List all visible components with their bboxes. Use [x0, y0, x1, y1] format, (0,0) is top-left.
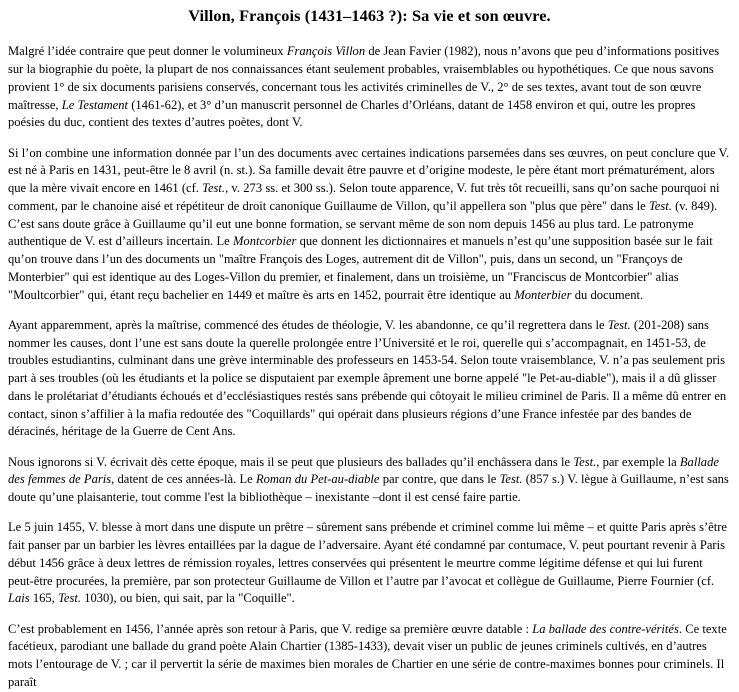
- text-run: . Ce texte facétieux, parodiant une ballade du grand poète Alain Chartier (1385-1433), devait viser un public de jeunes criminels cultivés, en d’autres mots l’entourage de V. ; car il pervertit la série de maximes bien morales de Chartier en une série de contre-maximes bonnes pour criminels. Il paraît: [8, 621, 727, 689]
- italic-run: Test.: [648, 198, 672, 213]
- text-run: 1030), ou bien, qui sait, par la "Coquille".: [80, 591, 295, 606]
- text-run: Ayant apparemment, après la maîtrise, commencé des études de théologie, V. les abandonne, ce qu’il regrettera dans le: [8, 317, 608, 332]
- italic-run: Test.: [573, 454, 597, 469]
- document-page: [0, 6, 739, 689]
- paragraph: [8, 519, 731, 608]
- text-run: C’est probablement en 1456, l’année après son retour à Paris, que V. redige sa première œuvre datable :: [8, 621, 533, 636]
- italic-run: François Villon: [286, 44, 366, 59]
- paragraph: [8, 43, 731, 132]
- text-run: (857 s.) V. lègue à Guillaume, n’est sans doute qu’une plaisanterie, tout comme l'est la bibliothèque – inexistante –dont il est censé faire partie.: [8, 472, 729, 505]
- italic-run: Test.: [202, 181, 226, 196]
- text-run: , par exemple la: [596, 454, 680, 469]
- paragraph: [8, 145, 731, 305]
- italic-run: Ballade des femmes de Paris: [8, 454, 719, 487]
- italic-run: Lais: [8, 591, 30, 606]
- italic-run: La ballade des contre-vérités: [532, 621, 679, 636]
- text-run: Nous ignorons si V. écrivait dès cette époque, mais il se peut que plusieurs des ballades qu’il enchâssera dans le: [8, 454, 574, 469]
- document-body: [8, 43, 731, 691]
- italic-run: Test.: [499, 472, 523, 487]
- italic-run: Monterbier: [514, 287, 572, 302]
- paragraph: [8, 317, 731, 441]
- text-run: , v. 273 ss. et 300 ss.). Selon toute apparence, V. fut très tôt recueilli, sans qu’on sache pourquoi ni comment, par le chanoine aisé et répétiteur de droit canonique Guillaume de Villon, qu’il appellera son "plus que père" dans le: [8, 181, 720, 213]
- italic-run: Test.: [607, 317, 631, 332]
- text-run: (201-208) sans nommer les causes, dont l’une est sans doute la querelle prolongée entre l’Université et le roi, querelle qui s’accompagnait, en 1451-53, de troubles estudiantins, culminant dans une grève interminable des professeurs en 1453-54. Selon toute vraisemblance, V. n’a pas seulement pris part à ses troubles (où les étudiants et la police se disputaient par exemple âprement une borne appelé "le Pet-au-diable"), mais il a dû glisser dans le prolétariat d’étudiants échoués et d’ecclésiastiques restés sans prébende qui côtoyait le milieu criminel de Paris. Il a même dû entrer en contact, sinon s’affilier à la mafia redoutée des "Coquillards" qui opérait dans plusieurs régions d’une France infestée par des bandes de déracinés, héritage de la Guerre de Cent Ans.: [8, 317, 727, 439]
- text-run: 165,: [29, 591, 59, 606]
- italic-run: Montcorbier: [232, 234, 297, 249]
- paragraph: [8, 621, 731, 692]
- page-title: Villon, François (1431–1463 ?): Sa vie et son œuvre.: [188, 6, 551, 25]
- text-run: du document.: [571, 287, 644, 302]
- italic-run: Roman du Pet-au-diable: [255, 472, 380, 487]
- text-run: , datent de ces années-là. Le: [111, 472, 256, 487]
- text-run: Malgré l’idée contraire que peut donner le volumineux: [8, 44, 287, 59]
- paragraph: [8, 454, 731, 507]
- text-run: (1461-62), et 3° d’un manuscrit personnel de Charles d’Orléans, datant de 1458 environ et qui, outre les propres poésies du duc, contient des textes d’autres poètes, dont V.: [8, 97, 696, 130]
- italic-run: Le Testament: [61, 97, 128, 112]
- text-run: Le 5 juin 1455, V. blesse à mort dans une dispute un prêtre – sûrement sans prébende et criminel comme lui même – et quitte Paris après s’être fait panser par un barbier les lèvres entaillées par la dague de l’adversaire. Ayant été condamné par contumace, V. peut pourtant revenir à Paris début 1456 grâce à deux lettres de rémission royales, lettres conservées qui présentent le meurtre comme légitime défense et qui lui furent peut-être procurées, la première, par son protecteur Guillaume de Villon et l’autre par l’avocat et collègue de Guillaume, Pierre Fournier (cf.: [8, 520, 727, 588]
- text-run: de Jean Favier (1982), nous n’avons que peu d’informations positives sur la biographie du poète, la plupart de nos connaissances étant seulement probables, vraisemblables ou hypothétiques. Ce que nous savons provient 1° de six documents parisiens conservés, concernant tous les activités criminelles de V., 2° de ses textes, avant tout de son œuvre maîtresse,: [8, 44, 720, 112]
- text-run: Si l’on combine une information donnée par l’un des documents avec certaines indications parsemées dans ses œuvres, on peut conclure que V. est né à Paris en 1431, peut-être le 8 avril (n. st.). Sa famille devait être pauvre et d’origine modeste, le père étant mort prématurément, alors que la mère vivait encore en 1461 (cf.: [8, 145, 730, 196]
- text-run: par contre, que dans le: [379, 472, 500, 487]
- text-run: que donnent les dictionnaires et manuels n’est qu’une supposition basée sur le fait qu’on trouve dans l’un des documents un "maître François des Loges, autrement dit de Villon", puis, dans un second, un "Françoys de Monterbier" qui est identique au des Loges-Villon du premier, et finalement, dans un troisième, un "Franciscus de Montcorbier" alias "Moultcorbier" qui, étant reçu bachelier en 1449 et maître ès arts en 1452, pourrait être identique au: [8, 234, 713, 302]
- text-run: (v. 849). C’est sans doute grâce à Guillaume qu’il eut une bonne formation, se servant même de son nom depuis 1456 au plus tard. Le patronyme authentique de V. est d’ailleurs incertain. Le: [8, 198, 718, 249]
- italic-run: Test.: [58, 591, 81, 606]
